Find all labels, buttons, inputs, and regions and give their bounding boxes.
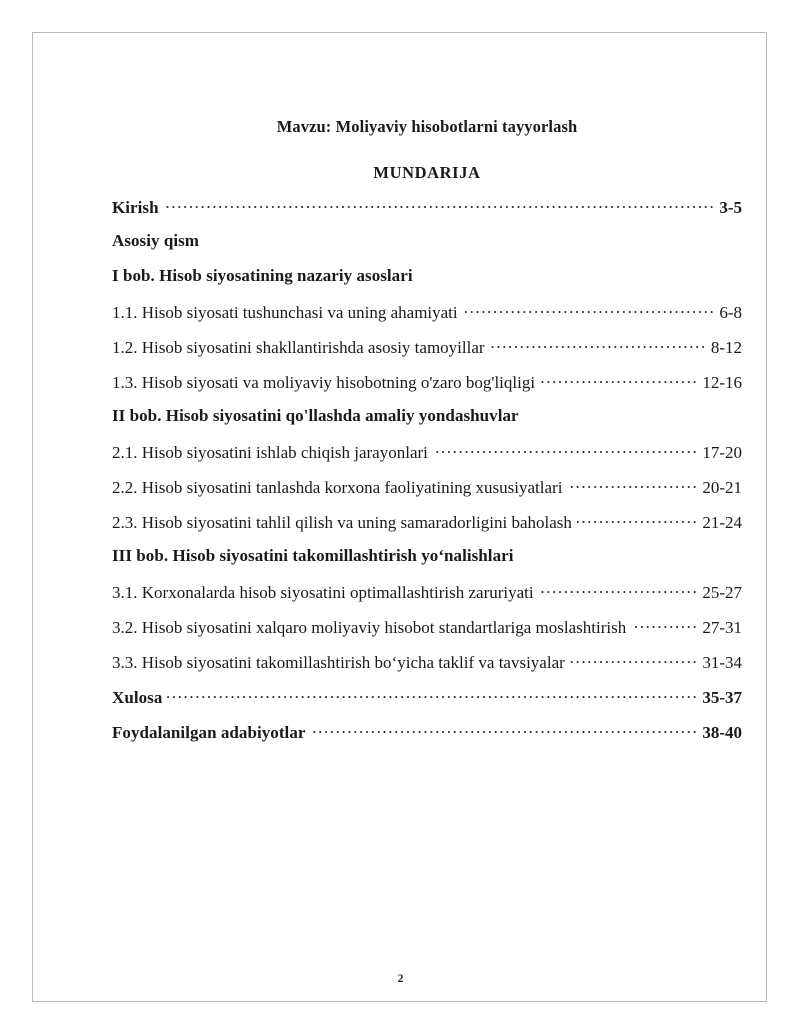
toc-entry-page-number: 25-27 [702, 583, 742, 602]
toc-entry-label: Asosiy qism [112, 231, 199, 250]
toc-entry[interactable] [112, 651, 742, 686]
toc-dot-leader [433, 441, 698, 458]
toc-dot-leader [167, 686, 698, 703]
toc-entry[interactable] [112, 231, 742, 266]
toc-entry-page-number: 20-21 [702, 478, 742, 497]
toc-entry-page-number: 6-8 [719, 303, 742, 322]
toc-entry-label: 3.2. Hisob siyosatini xalqaro moliyaviy hisobot standartlariga moslashtirish [112, 618, 627, 637]
toc-entry-label: I bob. Hisob siyosatining nazariy asoslari [112, 266, 413, 285]
toc-entry-page-number: 38-40 [702, 723, 742, 742]
toc-entry-page-number: 3-5 [719, 198, 742, 217]
toc-dot-leader [631, 616, 698, 633]
toc-entry[interactable] [112, 581, 742, 616]
toc-entry[interactable] [112, 301, 742, 336]
footer-page-number: 2 [397, 973, 404, 985]
toc-entry-label: 2.1. Hisob siyosatini ishlab chiqish jarayonlari [112, 443, 428, 462]
toc-entry[interactable] [112, 476, 742, 511]
toc-dot-leader [463, 301, 716, 318]
toc-entry-label: Kirish [112, 198, 159, 217]
toc-entry-label: 1.1. Hisob siyosati tushunchasi va uning ahamiyati [112, 303, 458, 322]
table-of-contents [112, 196, 742, 756]
toc-entry-label: 2.2. Hisob siyosatini tanlashda korxona faoliyatining xususiyatlari [112, 478, 563, 497]
toc-entry[interactable] [112, 546, 742, 581]
toc-entry-label: Foydalanilgan adabiyotlar [112, 723, 306, 742]
document-page [32, 32, 767, 1002]
toc-entry-page-number: 31-34 [702, 653, 742, 672]
toc-dot-leader [310, 721, 698, 738]
toc-entry-label: 3.3. Hisob siyosatini takomillashtirish bo‘yicha taklif va tavsiyalar [112, 653, 565, 672]
toc-entry-label: 2.3. Hisob siyosatini tahlil qilish va uning samaradorligini baholash [112, 513, 572, 532]
toc-dot-leader [539, 581, 699, 598]
toc-entry[interactable] [112, 511, 742, 546]
toc-dot-leader [577, 511, 698, 528]
toc-dot-leader [164, 196, 716, 213]
toc-entry-label: III bob. Hisob siyosatini takomillashtirish yo‘nalishlari [112, 546, 514, 565]
toc-entry-page-number: 17-20 [702, 443, 742, 462]
toc-entry-label: 3.1. Korxonalarda hisob siyosatini optimallashtirish zaruriyati [112, 583, 534, 602]
toc-dot-leader [567, 476, 698, 493]
toc-entry[interactable] [112, 721, 742, 756]
toc-entry[interactable] [112, 406, 742, 441]
toc-dot-leader [490, 336, 707, 353]
toc-entry-page-number: 8-12 [710, 338, 742, 357]
toc-entry[interactable] [112, 686, 742, 721]
toc-entry[interactable] [112, 616, 742, 651]
table-of-contents-heading: MUNDARIJA [373, 163, 481, 182]
toc-entry[interactable] [112, 336, 742, 371]
toc-entry-label: II bob. Hisob siyosatini qo'llashda amaliy yondashuvlar [112, 406, 519, 425]
toc-entry-page-number: 21-24 [702, 513, 742, 532]
toc-entry-page-number: 12-16 [702, 373, 742, 392]
toc-dot-leader [540, 371, 698, 388]
toc-entry[interactable] [112, 371, 742, 406]
toc-entry-label: 1.2. Hisob siyosatini shakllantirishda asosiy tamoyillar [112, 338, 485, 357]
toc-dot-leader [570, 651, 699, 668]
toc-entry[interactable] [112, 441, 742, 476]
toc-entry-page-number: 35-37 [702, 688, 742, 707]
toc-entry-page-number: 27-31 [702, 618, 742, 637]
toc-entry[interactable] [112, 196, 742, 231]
toc-entry[interactable] [112, 266, 742, 301]
page-title: Mavzu: Moliyaviy hisobotlarni tayyorlash [276, 117, 578, 136]
toc-entry-label: 1.3. Hisob siyosati va moliyaviy hisobotning o'zaro bog'liqligi [112, 373, 536, 392]
toc-entry-label: Xulosa [112, 688, 163, 707]
